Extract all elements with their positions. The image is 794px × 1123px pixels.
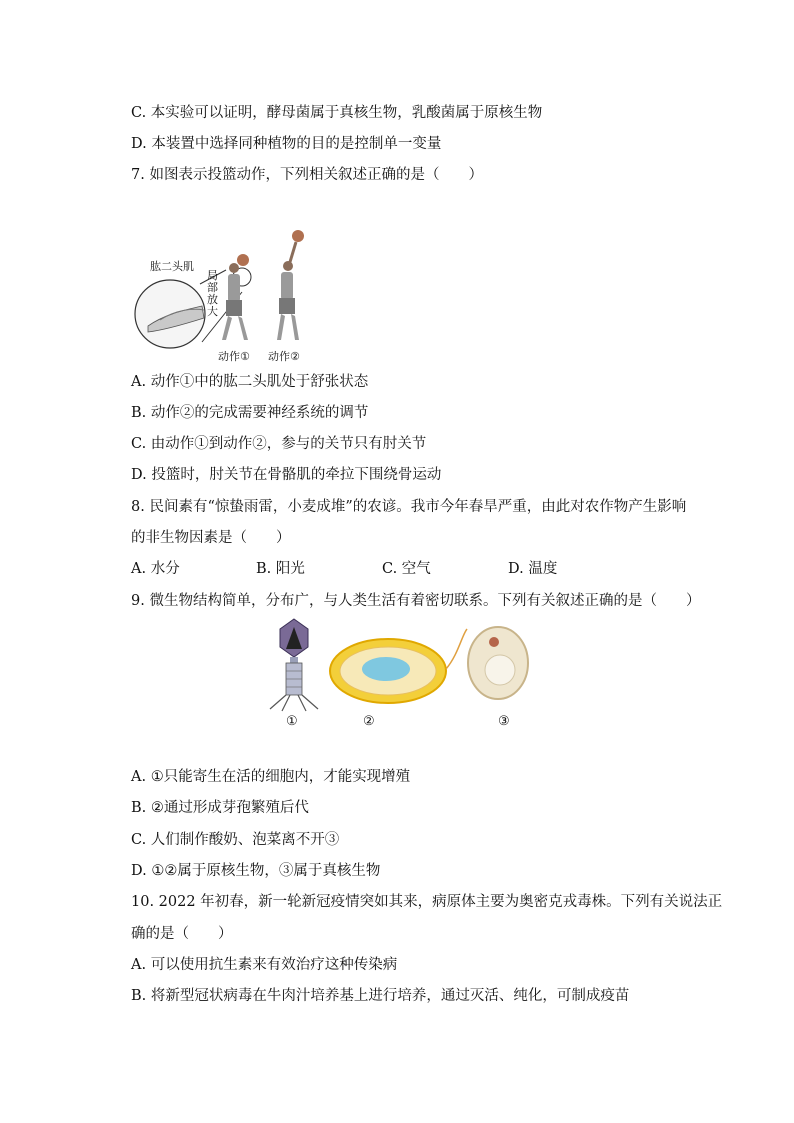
q8-option-b: B. 阳光	[256, 561, 305, 577]
microbe-label-3: ③	[498, 714, 510, 729]
zoom-label-4: 大	[207, 305, 218, 318]
q8-option-d: D. 温度	[508, 561, 558, 577]
q9-option-c: C. 人们制作酸奶、泡菜离不开③	[131, 832, 340, 848]
q9-option-d: D. ①②属于原核生物，③属于真核生物	[131, 863, 381, 879]
question-10-line-2: 确的是（ ）	[131, 926, 233, 942]
microbes-figure	[262, 615, 542, 715]
q8-option-a: A. 水分	[131, 561, 180, 577]
q7-option-d: D. 投篮时，肘关节在骨骼肌的牵拉下围绕骨运动	[131, 467, 442, 483]
option-d-prev: D. 本装置中选择同种植物的目的是控制单一变量	[131, 136, 442, 152]
muscle-label: 肱二头肌	[150, 260, 194, 273]
question-10-line-1: 10. 2022 年初春，新一轮新冠疫情突如其来，病原体主要为奥密克戎毒株。下列有关说法正	[131, 894, 723, 910]
q7-option-b: B. 动作②的完成需要神经系统的调节	[131, 405, 369, 421]
q10-option-a: A. 可以使用抗生素来有效治疗这种传染病	[131, 957, 398, 973]
q7-option-a: A. 动作①中的肱二头肌处于舒张状态	[131, 374, 369, 390]
microbe-label-1: ①	[286, 714, 298, 729]
question-8-line-2: 的非生物因素是（ ）	[131, 530, 291, 546]
question-8-line-1: 8. 民间素有“惊蛰雨雷，小麦成堆”的农谚。我市今年春旱严重，由此对农作物产生影响	[131, 499, 687, 515]
question-7: 7. 如图表示投篮动作，下列相关叙述正确的是（ ）	[131, 167, 483, 183]
question-9: 9. 微生物结构简单，分布广，与人类生活有着密切联系。下列有关叙述正确的是（ ）	[131, 593, 701, 609]
q9-option-b: B. ②通过形成芽孢繁殖后代	[131, 800, 309, 816]
microbe-label-2: ②	[363, 714, 375, 729]
zoom-label-2: 部	[207, 281, 218, 294]
action-2-label: 动作②	[268, 350, 300, 363]
zoom-label-3: 放	[207, 293, 218, 306]
q10-option-b: B. 将新型冠状病毒在牛肉汁培养基上进行培养，通过灭活、纯化，可制成疫苗	[131, 988, 630, 1004]
q9-option-a: A. ①只能寄生在活的细胞内，才能实现增殖	[131, 769, 411, 785]
q8-option-c: C. 空气	[382, 561, 431, 577]
option-c-prev: C. 本实验可以证明，酵母菌属于真核生物，乳酸菌属于原核生物	[131, 105, 543, 121]
zoom-label-1: 局	[207, 269, 218, 282]
basketball-figure	[130, 222, 310, 364]
action-1-label: 动作①	[218, 350, 250, 363]
q7-option-c: C. 由动作①到动作②，参与的关节只有肘关节	[131, 436, 427, 452]
